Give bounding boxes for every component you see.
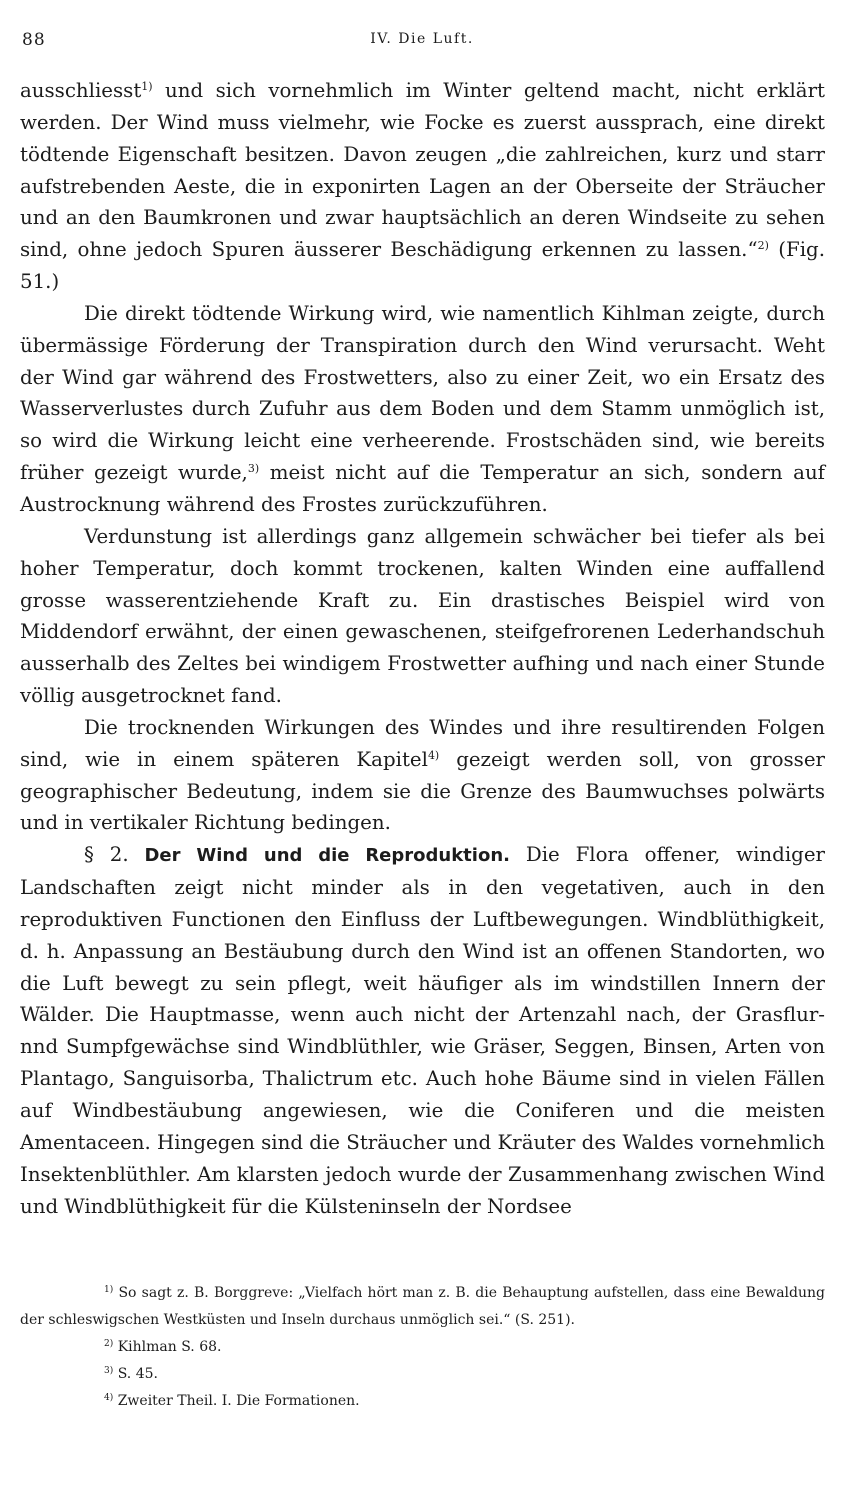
- paragraph-3: Verdunstung ist allerdings ganz allgemein schwächer bei tiefer als bei hoher Temperatur, doch kommt trockenen, kalten Winden eine auffallend grosse wasserentziehende Kraft zu. Ein drastisches Beispiel wird von Middendorf erwähnt, der einen gewaschenen, steifgefrorenen Lederhandschuh ausserhalb des Zeltes bei windigem Frostwetter aufhing und nach einer Stunde völlig ausgetrocknet fand.: [20, 524, 825, 708]
- paragraph-4: Die trocknenden Wirkungen des Windes und ihre resultirenden Folgen sind, wie in einem späteren Kapitel$^{4)}$ gezeigt werden soll, von grosser geographischer Bedeutung, indem sie die Grenze des Baumwuchses polwärts und in vertikaler Richtung bedingen.: [20, 715, 825, 835]
- footnote-ref-1: 1): [141, 80, 153, 93]
- footnote-4: $^{4)}$ Zweiter Theil. I. Die Formationen.: [104, 1393, 360, 1409]
- footnotes: [20, 1280, 825, 1415]
- body-text: [20, 75, 825, 1222]
- paragraph-5: § 2. Der Wind und die Reproduktion. Die Flora offener, windiger Landschaften zeigt nicht minder als in den vegetativen, auch in den reproduktiven Functionen den Einfluss der Luftbewegungen. Windblüthigkeit, d. h. Anpassung an Bestäubung durch den Wind ist an offenen Standorten, wo die Luft bewegt zu sein pflegt, weit häufiger als im windstillen Innern der Wälder. Die Hauptmasse, wenn auch nicht der Artenzahl nach, der Grasflur- nnd Sumpfgewächse sind Windblüthler, wie Gräser, Seggen, Binsen, Arten von Plantago, Sanguisorba, Thalictrum etc. Auch hohe Bäume sind in vielen Fällen auf Windbestäubung angewiesen, wie die Coniferen und die meisten Amentaceen. Hingegen sind die Sträucher und Kräuter des Waldes vornehmlich Insektenblüthler. Am klarsten jedoch wurde der Zusammenhang zwischen Wind und Windblüthigkeit für die Külsteninseln der Nordsee: [20, 843, 825, 1218]
- page-number: 88: [22, 30, 46, 50]
- footnote-ref-4: 4): [427, 748, 440, 762]
- footnote-1: $^{1)}$ So sagt z. B. Borggreve: „Vielfach hört man z. B. die Behauptung aufstellen, dass eine Bewaldung der schleswigschen Westküsten und Inseln durchaus unmöglich sei.“ (S. 251).: [20, 1285, 825, 1328]
- footnote-ref-3: 3): [247, 462, 260, 476]
- footnote-2: $^{2)}$ Kihlman S. 68.: [104, 1339, 222, 1355]
- footnote-ref-2: 2): [757, 239, 769, 253]
- paragraph-1: ausschliesst$^{1)}$ und sich vornehmlich im Winter geltend macht, nicht erklärt werden. Der Wind muss vielmehr, wie Focke es zuerst aussprach, eine direkt tödtende Eigenschaft besitzen. Davon zeugen „die zahlreichen, kurz und starr aufstrebenden Aeste, die in exponirten Lagen an der Oberseite der Sträucher und an den Baumkronen und zwar hauptsächlich an deren Windseite zu sehen sind, ohne jedoch Spuren äusserer Beschädigung erkennen zu lassen.“$^{2)}$ (Fig. 51.): [20, 79, 825, 294]
- paragraph-2: Die direkt tödtende Wirkung wird, wie namentlich Kihlman zeigte, durch übermässige Förderung der Transpiration durch den Wind verursacht. Weht der Wind gar während des Frostwetters, also zu einer Zeit, wo ein Ersatz des Wasserverlustes durch Zufuhr aus dem Boden und dem Stamm unmöglich ist, so wird die Wirkung leicht eine verheerende. Frostschäden sind, wie bereits früher gezeigt wurde,$^{3)}$ meist nicht auf die Temperatur an sich, sondern auf Austrocknung während des Frostes zurückzuführen.: [20, 301, 826, 516]
- running-head: IV. Die Luft.: [370, 31, 474, 47]
- page-header: [22, 26, 822, 56]
- section-mark: § 2.: [84, 843, 129, 867]
- section-title: Der Wind und die Reproduktion.: [144, 845, 510, 867]
- footnote-3: $^{3)}$ S. 45.: [104, 1366, 158, 1382]
